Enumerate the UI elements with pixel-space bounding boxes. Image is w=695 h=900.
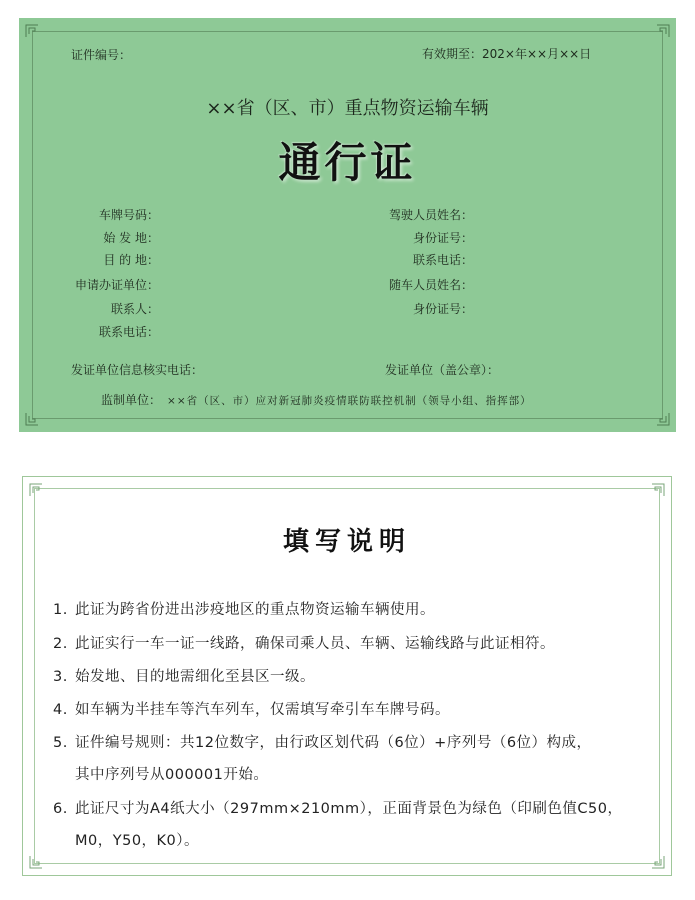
corner-ornament-icon bbox=[25, 24, 39, 38]
supervisor-line bbox=[101, 391, 532, 408]
field-plate-number: 车牌号码： bbox=[98, 208, 159, 222]
corner-ornament-icon bbox=[656, 24, 670, 38]
instruction-item: 4. 如车辆为半挂车等汽车列车，仅需填写牵引车车牌号码。 bbox=[53, 702, 450, 718]
issuer-label: 发证单位（盖公章）： bbox=[385, 363, 500, 377]
corner-ornament-icon bbox=[651, 855, 665, 869]
corner-ornament-icon bbox=[25, 412, 39, 426]
instruction-item: 2. 此证实行一车一证一线路，确保司乘人员、车辆、运输线路与此证相符。 bbox=[53, 636, 555, 652]
cert-number-label: 证件编号： bbox=[71, 48, 132, 62]
instructions-title: 填写说明 bbox=[282, 527, 411, 557]
corner-ornament-icon bbox=[29, 855, 43, 869]
field-escort-name: 随车人员姓名： bbox=[388, 278, 473, 292]
field-driver-phone: 联系电话： bbox=[412, 253, 473, 267]
field-applicant-unit: 申请办证单位： bbox=[74, 278, 159, 292]
supervisor-label: 监制单位： bbox=[101, 393, 162, 407]
corner-ornament-icon bbox=[651, 483, 665, 497]
field-driver-id: 身份证号： bbox=[412, 231, 473, 245]
pass-back-card bbox=[22, 476, 672, 876]
field-driver-name: 驾驶人员姓名： bbox=[388, 208, 473, 222]
field-escort-id: 身份证号： bbox=[412, 302, 473, 316]
field-origin: 始 发 地： bbox=[103, 231, 159, 245]
field-contact-person: 联系人： bbox=[110, 302, 159, 316]
pass-subtitle: ××省（区、市）重点物资运输车辆 bbox=[206, 98, 489, 119]
instruction-item: 1. 此证为跨省份进出涉疫地区的重点物资运输车辆使用。 bbox=[53, 602, 435, 618]
instruction-item: 5. 证件编号规则：共12位数字，由行政区划代码（6位）+序列号（6位）构成， bbox=[53, 735, 592, 751]
pass-title: 通行证 bbox=[278, 138, 417, 187]
valid-until: 有效期至：202×年××月××日 bbox=[422, 47, 592, 61]
supervisor-value: ××省（区、市）应对新冠肺炎疫情联防联控机制（领导小组、指挥部） bbox=[167, 395, 532, 407]
corner-ornament-icon bbox=[29, 483, 43, 497]
instruction-item: 3. 始发地、目的地需细化至县区一级。 bbox=[53, 669, 315, 685]
verify-phone-label: 发证单位信息核实电话： bbox=[71, 363, 204, 377]
instruction-item-continued: M0，Y50，K0）。 bbox=[75, 833, 200, 849]
instruction-item: 6. 此证尺寸为A4纸大小（297mm×210mm），正面背景色为绿色（印刷色值C50， bbox=[53, 801, 623, 817]
instruction-item-continued: 其中序列号从000001开始。 bbox=[75, 767, 269, 783]
pass-front-card bbox=[19, 18, 676, 432]
field-contact-phone: 联系电话： bbox=[98, 325, 159, 339]
field-destination: 目 的 地： bbox=[103, 253, 159, 267]
corner-ornament-icon bbox=[656, 412, 670, 426]
